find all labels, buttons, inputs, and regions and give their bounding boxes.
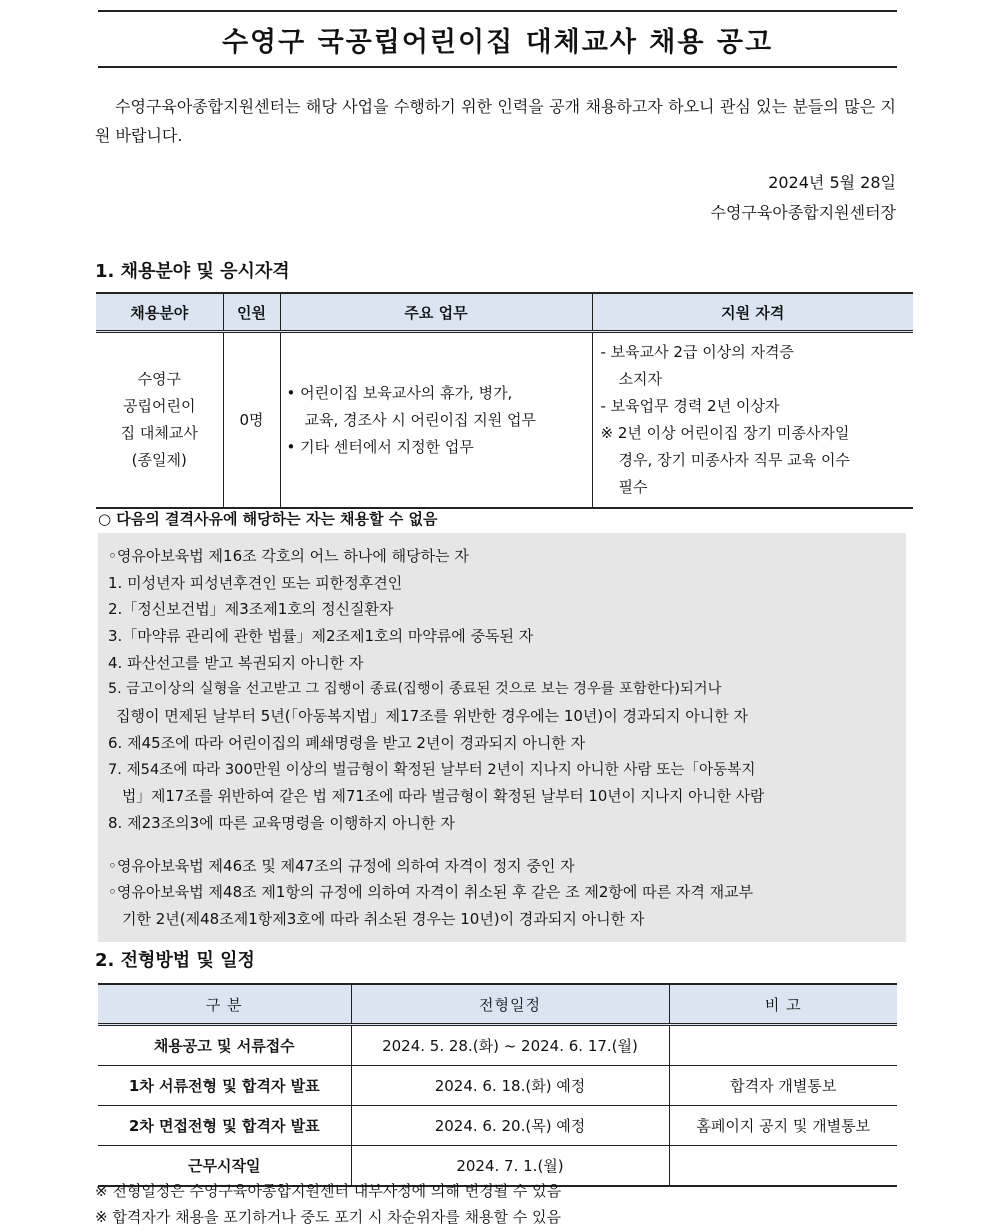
- duty-line: 교육, 경조사 시 어린이집 지원 업무: [304, 410, 536, 429]
- duty-line: • 어린이집 보육교사의 휴가, 병가,: [286, 383, 513, 402]
- schedule-table: [98, 983, 897, 1187]
- field-line: (종일제): [131, 451, 187, 469]
- table-row: [98, 1066, 897, 1106]
- qual-line: ※ 2년 이상 어린이집 장기 미종사자일: [600, 424, 850, 442]
- header-field: 채용분야: [96, 293, 223, 332]
- schedule-cell: 2024. 7. 1.(월): [351, 1146, 669, 1187]
- schedule-note: ※ 합격자가 채용을 포기하거나 중도 포기 시 차순위자를 채용할 수 있음: [95, 1208, 561, 1226]
- list-item: 1. 미성년자 피성년후견인 또는 피한정후견인: [108, 574, 403, 592]
- stage-cell: 채용공고 및 서류접수: [98, 1025, 351, 1066]
- list-item: ◦영유아보육법 제46조 및 제47조의 규정에 의하여 자격이 정지 중인 자: [108, 857, 575, 875]
- header-duty: 주요 업무: [280, 293, 592, 332]
- header-qualification: 지원 자격: [592, 293, 913, 332]
- list-item: 8. 제23조의3에 따른 교육명령을 이행하지 아니한 자: [108, 814, 455, 832]
- list-item: 4. 파산선고를 받고 복권되지 아니한 자: [108, 654, 364, 672]
- list-item: 7. 제54조에 따라 300만원 이상의 벌금형이 확정된 날부터 2년이 지나지 아니한 사람 또는「아동복지: [108, 761, 756, 778]
- section-2-title: 2. 전형방법 및 일정: [95, 950, 255, 971]
- stage-cell: 근무시작일: [98, 1146, 351, 1187]
- list-item: ◦영유아보육법 제16조 각호의 어느 하나에 해당하는 자: [108, 547, 469, 565]
- disqualification-box: [98, 533, 906, 942]
- schedule-cell: 2024. 6. 20.(목) 예정: [351, 1106, 669, 1146]
- count-cell: 0명: [223, 332, 280, 509]
- table-row: [98, 1025, 897, 1066]
- table-header-row: [98, 984, 897, 1025]
- stage-cell: 1차 서류전형 및 합격자 발표: [98, 1066, 351, 1106]
- list-item: 3.「마약류 관리에 관한 법률」제2조제1호의 마약류에 중독된 자: [108, 627, 534, 645]
- list-item: 6. 제45조에 따라 어린이집의 폐쇄명령을 받고 2년이 경과되지 아니한 자: [108, 734, 586, 752]
- stage-cell: 2차 면접전형 및 합격자 발표: [98, 1106, 351, 1146]
- signer: 수영구육아종합지원센터장: [710, 203, 896, 222]
- list-item: 집행이 면제된 날부터 5년(「아동복지법」제17조를 위반한 경우에는 10년)이 경과되지 아니한 자: [116, 707, 748, 725]
- qualification-cell: [592, 332, 913, 509]
- qual-line: - 보육업무 경력 2년 이상자: [600, 397, 780, 415]
- table-row: [96, 332, 913, 509]
- field-line: 수영구: [137, 370, 181, 388]
- list-item: 기한 2년(제48조제1항제3호에 따라 취소된 경우는 10년)이 경과되지 아니한 자: [122, 910, 645, 928]
- note-cell: 홈페이지 공지 및 개별통보: [669, 1106, 897, 1146]
- title-box: [98, 10, 897, 68]
- recruitment-table: [96, 292, 913, 509]
- note-cell: [669, 1025, 897, 1066]
- schedule-cell: 2024. 6. 18.(화) 예정: [351, 1066, 669, 1106]
- note-cell: [669, 1146, 897, 1187]
- header-count: 인원: [223, 293, 280, 332]
- duty-line: • 기타 센터에서 지정한 업무: [286, 437, 474, 456]
- page-title: 수영구 국공립어린이집 대체교사 채용 공고: [221, 26, 774, 58]
- qual-line: - 보육교사 2급 이상의 자격증: [600, 343, 794, 361]
- notice-date: 2024년 5월 28일: [768, 173, 896, 192]
- header-schedule: 전형일정: [351, 984, 669, 1025]
- section-1-title: 1. 채용분야 및 응시자격: [95, 261, 290, 282]
- field-line: 공립어린이: [123, 397, 196, 415]
- qual-line: 소지자: [618, 370, 662, 388]
- list-item: 법」제17조를 위반하여 같은 법 제71조에 따라 벌금형이 확정된 날부터 10년이 지나지 아니한 사람: [122, 788, 765, 805]
- table-row: [98, 1106, 897, 1146]
- disqualification-heading: ○ 다음의 결격사유에 해당하는 자는 채용할 수 없음: [98, 510, 438, 528]
- schedule-note: ※ 전형일정은 수영구육아종합지원센터 내부사정에 의해 변경될 수 있음: [95, 1182, 562, 1200]
- list-item: 2.「정신보건법」제3조제1호의 정신질환자: [108, 600, 394, 618]
- header-note: 비 고: [669, 984, 897, 1025]
- intro-paragraph: 수영구육아종합지원센터는 해당 사업을 수행하기 위한 인력을 공개 채용하고자 하오니 관심 있는 분들의 많은 지원 바랍니다.: [95, 97, 896, 145]
- header-stage: 구 분: [98, 984, 351, 1025]
- qual-line: 경우, 장기 미종사자 직무 교육 이수: [618, 451, 850, 469]
- list-item: ◦영유아보육법 제48조 제1항의 규정에 의하여 자격이 취소된 후 같은 조 제2항에 따른 자격 재교부: [108, 883, 754, 901]
- field-cell: [96, 332, 223, 509]
- list-item: 5. 금고이상의 실형을 선고받고 그 집행이 종료(집행이 종료된 것으로 보는 경우를 포함한다)되거나: [108, 681, 722, 697]
- schedule-cell: 2024. 5. 28.(화) ~ 2024. 6. 17.(월): [351, 1025, 669, 1066]
- table-header-row: [96, 293, 913, 332]
- field-line: 집 대체교사: [120, 424, 198, 442]
- qual-line: 필수: [618, 478, 648, 496]
- duty-cell: [280, 332, 592, 509]
- note-cell: 합격자 개별통보: [669, 1066, 897, 1106]
